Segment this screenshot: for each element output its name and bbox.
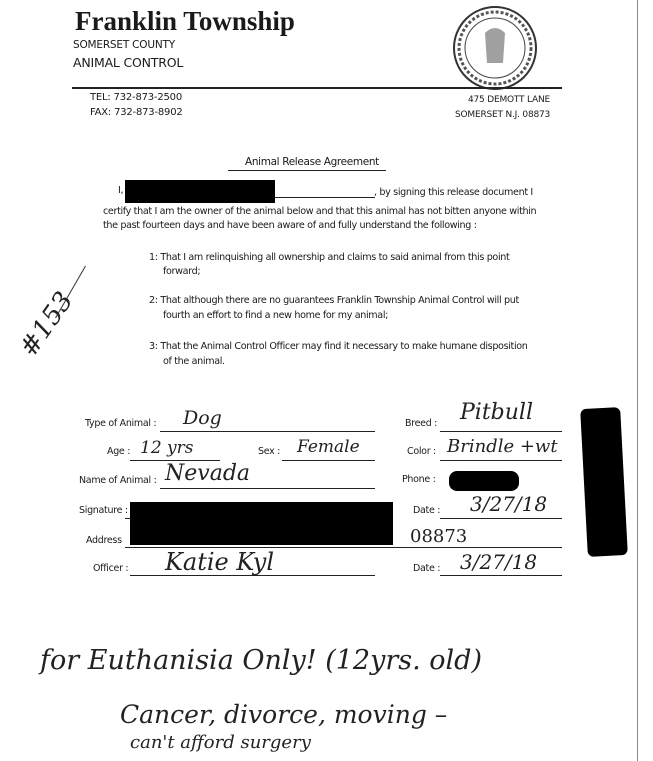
letterhead-department: ANIMAL CONTROL <box>73 55 184 70</box>
letterhead-title: Franklin Township <box>75 6 295 36</box>
sex-line <box>282 460 375 461</box>
letterhead-rule <box>72 87 562 89</box>
item-1-line-1: 1: That I am relinquishing all ownership and claims to said animal from this point <box>149 252 510 263</box>
age-label: Age : <box>107 446 131 457</box>
intro-line-1: , by signing this release document I <box>374 187 533 198</box>
officer-date-label: Date : <box>413 563 441 574</box>
item-2-line-1: 2: That although there are no guarantees Franklin Township Animal Control will put <box>149 295 519 306</box>
owner-name-line <box>275 197 375 198</box>
redacted-signature-address <box>130 502 393 545</box>
seal-icon <box>455 8 535 88</box>
type-line <box>160 431 375 432</box>
sex-value: Female <box>297 437 360 457</box>
redacted-margin-mark <box>580 407 628 557</box>
letterhead-address-1: 475 DEMOTT LANE <box>468 95 550 105</box>
officer-signature: Katie Kyl <box>165 548 275 576</box>
breed-value: Pitbull <box>460 400 534 425</box>
breed-label: Breed : <box>405 418 438 429</box>
agreement-title: Animal Release Agreement <box>245 156 379 168</box>
letterhead-county: SOMERSET COUNTY <box>73 39 175 51</box>
letterhead-fax: FAX: 732-873-8902 <box>90 107 183 118</box>
note-line-3: can't afford surgery <box>130 732 311 753</box>
address-label: Address <box>86 535 122 546</box>
breed-line <box>440 431 562 432</box>
note-line-2: Cancer, divorce, moving – <box>120 700 448 729</box>
item-2-line-2: fourth an effort to find a new home for my animal; <box>163 310 389 321</box>
type-value: Dog <box>183 407 222 429</box>
name-line <box>160 488 375 489</box>
age-value: 12 yrs <box>140 438 194 458</box>
color-line <box>440 460 562 461</box>
date-line <box>440 518 562 519</box>
address-value: 08873 <box>410 526 468 547</box>
intro-prefix: I, <box>118 185 124 196</box>
officer-date-value: 3/27/18 <box>460 550 538 574</box>
item-1-line-2: forward; <box>163 266 201 277</box>
name-label: Name of Animal : <box>79 475 157 486</box>
letterhead-tel: TEL: 732-873-2500 <box>90 92 182 103</box>
signature-label: Signature : <box>79 505 128 516</box>
date-label: Date : <box>413 505 441 516</box>
item-3-line-1: 3: That the Animal Control Officer may find it necessary to make humane disposition <box>149 341 528 352</box>
redacted-owner-name <box>125 180 275 203</box>
page-edge <box>637 0 638 761</box>
type-label: Type of Animal : <box>85 418 157 429</box>
township-seal <box>453 6 537 90</box>
title-underline <box>228 170 386 171</box>
phone-label: Phone : <box>402 474 436 485</box>
redacted-phone <box>449 471 519 491</box>
sex-label: Sex : <box>258 446 281 457</box>
intro-line-3: the past fourteen days and have been aware of and fully understand the following : <box>103 220 477 231</box>
note-line-1: for Euthanisia Only! (12yrs. old) <box>40 645 482 676</box>
letterhead-address-2: SOMERSET N.J. 08873 <box>455 110 551 120</box>
name-value: Nevada <box>165 461 251 486</box>
margin-number: #153 <box>14 286 80 363</box>
color-label: Color : <box>407 446 436 457</box>
officer-label: Officer : <box>93 563 129 574</box>
date-value: 3/27/18 <box>470 492 548 516</box>
color-value: Brindle +wt <box>447 436 558 457</box>
intro-line-2: certify that I am the owner of the animal below and that this animal has not bitten anyone within <box>103 206 537 217</box>
item-3-line-2: of the animal. <box>163 356 225 367</box>
officer-date-line <box>440 575 562 576</box>
